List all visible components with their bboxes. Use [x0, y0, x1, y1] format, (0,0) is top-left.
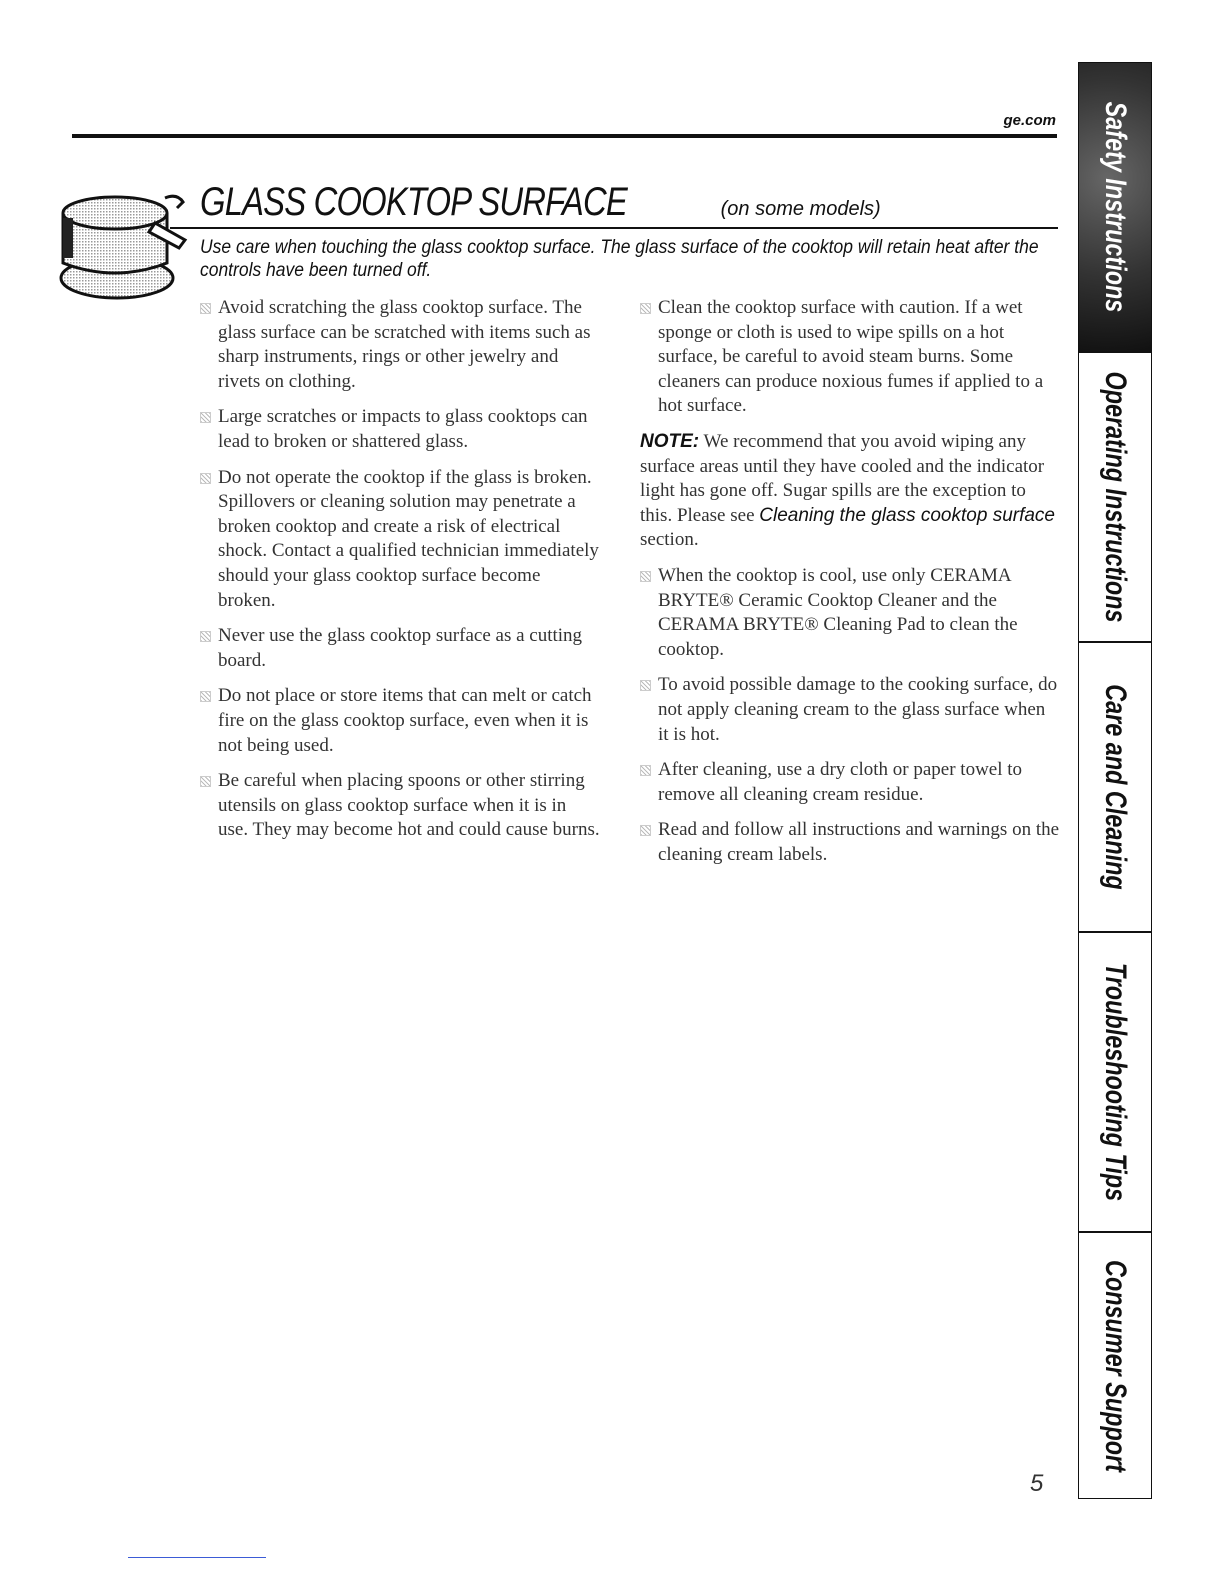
bullet-icon — [640, 303, 651, 314]
bullet-icon — [200, 412, 211, 423]
left-column — [200, 296, 600, 854]
bullet-icon — [200, 691, 211, 702]
list-item: Never use the glass cooktop surface as a cutting board. — [200, 624, 600, 673]
list-item: Be careful when placing spoons or other stirring utensils on glass cooktop surface when it is in use. They may become hot and could cause burns. — [200, 769, 600, 843]
tab-safety-instructions[interactable] — [1079, 63, 1151, 353]
list-item: Do not place or store items that can melt or catch fire on the glass cooktop surface, even when it is not being used. — [200, 684, 600, 758]
bullet-icon — [200, 776, 211, 787]
tab-label: Safety Instructions — [1099, 101, 1132, 313]
list-item: When the cooktop is cool, use only CERAMA BRYTE® Ceramic Cooktop Cleaner and the CERAMA BRYTE® Cleaning Pad to clean the cooktop. — [640, 564, 1060, 662]
cleaning-section-reference: Cleaning the glass cooktop surface — [759, 504, 1055, 526]
tab-label: Troubleshooting Tips — [1099, 962, 1132, 1202]
note-paragraph — [640, 430, 1060, 553]
note-text: We recommend that you avoid wiping any surface areas until they have cooled and the indicator light has gone off. Sugar spills are the exception to this. Please see — [640, 430, 1045, 526]
section-title — [200, 180, 881, 225]
bullet-icon — [200, 303, 211, 314]
note-suffix: section. — [640, 529, 699, 551]
footer-line — [128, 1557, 266, 1558]
page-number: 5 — [1030, 1470, 1044, 1497]
section-tabs — [1078, 62, 1152, 1499]
note-label: NOTE: — [640, 430, 700, 452]
section-title-suffix: (on some models) — [720, 198, 881, 220]
section-intro: Use care when touching the glass cooktop surface. The glass surface of the cooktop will retain heat after the controls have been turned off. — [200, 237, 1039, 281]
bullet-icon — [640, 571, 651, 582]
list-item: After cleaning, use a dry cloth or paper towel to remove all cleaning cream residue. — [640, 758, 1060, 807]
tab-consumer-support[interactable] — [1079, 1233, 1151, 1498]
bullet-icon — [640, 765, 651, 776]
list-item: Large scratches or impacts to glass cooktops can lead to broken or shattered glass. — [200, 405, 600, 454]
list-item: Clean the cooktop surface with caution. If a wet sponge or cloth is used to wipe spills on a hot surface, be careful to avoid steam burns. Some cleaners can produce noxious fumes if applied to a hot surface. — [640, 296, 1060, 419]
header-rule — [72, 134, 1057, 138]
tab-care-and-cleaning[interactable] — [1079, 643, 1151, 933]
list-item: Do not operate the cooktop if the glass is broken. Spillovers or cleaning solution may penetrate a broken cooktop and create a risk of electrical shock. Contact a qualified technician immediately should your glass cooktop surface become broken. — [200, 466, 600, 614]
title-rule — [170, 227, 1058, 229]
bullet-icon — [200, 473, 211, 484]
tab-label: Operating Instructions — [1099, 371, 1132, 623]
list-item: Avoid scratching the glass cooktop surface. The glass surface can be scratched with items such as sharp instruments, rings or other jewelry and rivets on clothing. — [200, 296, 600, 394]
tab-operating-instructions[interactable] — [1079, 353, 1151, 643]
right-column — [640, 296, 1060, 878]
bullet-icon — [200, 631, 211, 642]
bullet-icon — [640, 680, 651, 691]
tab-troubleshooting-tips[interactable] — [1079, 933, 1151, 1233]
tab-label: Consumer Support — [1099, 1259, 1132, 1472]
site-url: ge.com — [1003, 112, 1056, 129]
section-title-text: GLASS COOKTOP SURFACE — [200, 180, 627, 224]
list-item: To avoid possible damage to the cooking surface, do not apply cleaning cream to the glass surface when it is hot. — [640, 673, 1060, 747]
pot-icon — [55, 178, 195, 306]
list-item: Read and follow all instructions and warnings on the cleaning cream labels. — [640, 818, 1060, 867]
bullet-icon — [640, 825, 651, 836]
tab-label: Care and Cleaning — [1099, 684, 1132, 890]
